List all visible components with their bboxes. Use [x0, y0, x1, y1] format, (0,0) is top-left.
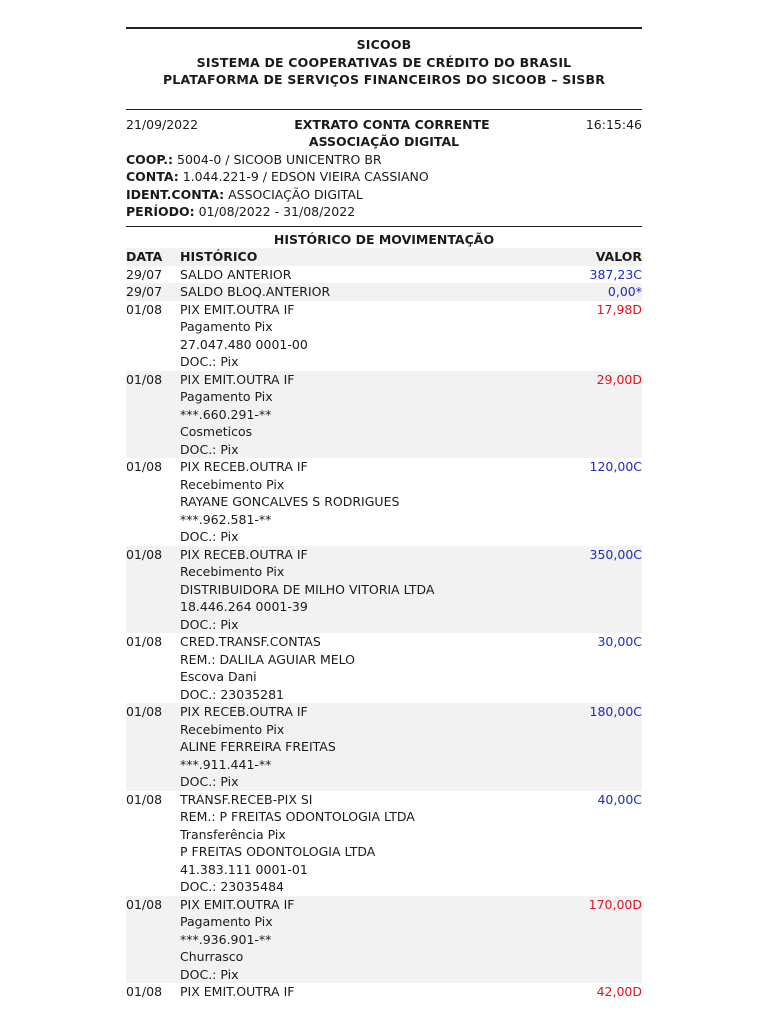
tx-detail-line: 18.446.264 0001-39 [180, 599, 308, 614]
bank-header [126, 29, 642, 95]
tx-value: 17,98D [596, 301, 642, 317]
tx-date: 01/08 [126, 459, 163, 474]
tx-value: 29,00D [562, 371, 642, 459]
tx-value: 42,00D [596, 984, 642, 999]
tx-detail-line: DOC.: Pix [180, 616, 239, 632]
tx-detail-line: REM.: P FREITAS ODONTOLOGIA LTDA [180, 809, 415, 824]
tx-detail-line: DOC.: Pix [180, 774, 239, 789]
tx-detail-line: Recebimento Pix [180, 476, 285, 492]
table-row [126, 371, 642, 459]
bank-name: SICOOB [356, 37, 412, 52]
tx-date: 01/08 [126, 703, 180, 791]
col-value-header: VALOR [562, 248, 642, 266]
tx-value: 180,00C [562, 703, 642, 791]
tx-date: 29/07 [126, 266, 163, 282]
tx-detail-line: ***.911.441-** [180, 756, 272, 772]
tx-detail-line: P FREITAS ODONTOLOGIA LTDA [180, 844, 376, 859]
table-row [126, 791, 642, 896]
tx-type: PIX EMIT.OUTRA IF [180, 896, 295, 912]
col-date-header: DATA [126, 248, 180, 266]
statement-info [126, 109, 642, 221]
tx-detail-line: Cosmeticos [180, 424, 253, 439]
tx-description [180, 791, 562, 896]
conta-row [126, 168, 642, 186]
tx-type: SALDO BLOQ.ANTERIOR [180, 284, 331, 299]
tx-type: SALDO ANTERIOR [180, 266, 292, 282]
ident-value: ASSOCIAÇÃO DIGITAL [228, 186, 363, 202]
tx-description [180, 703, 562, 791]
statement-title: EXTRATO CONTA CORRENTE [294, 116, 490, 132]
tx-detail-line: DOC.: 23035281 [180, 686, 284, 702]
tx-detail-line: 27.047.480 0001-00 [180, 336, 308, 352]
tx-type: TRANSF.RECEB-PIX SI [180, 791, 313, 807]
tx-detail-line: Recebimento Pix [180, 721, 285, 737]
tx-date: 01/08 [126, 896, 180, 984]
tx-detail-line: Churrasco [180, 949, 244, 964]
tx-description [180, 458, 562, 546]
transactions-table [126, 248, 642, 1001]
tx-value: 170,00D [562, 896, 642, 984]
tx-value: 120,00C [589, 459, 642, 474]
table-row [126, 301, 642, 371]
tx-type: PIX EMIT.OUTRA IF [180, 984, 295, 999]
tx-detail-line: DOC.: Pix [180, 441, 239, 457]
tx-value: 30,00C [597, 634, 642, 649]
statement-date: 21/09/2022 [126, 116, 199, 132]
tx-detail-line: REM.: DALILA AGUIAR MELO [180, 651, 356, 667]
tx-detail-line: DOC.: 23035484 [180, 879, 284, 894]
tx-detail-line: DOC.: Pix [180, 529, 239, 544]
tx-value: 350,00C [562, 546, 642, 634]
tx-detail-line: Pagamento Pix [180, 319, 273, 334]
tx-date: 01/08 [126, 301, 163, 317]
tx-detail-line: Pagamento Pix [180, 389, 273, 404]
tx-detail-line: Pagamento Pix [180, 914, 273, 929]
tx-description [180, 266, 562, 284]
periodo-label: PERÍODO: [126, 204, 195, 219]
tx-description [180, 633, 562, 703]
tx-date: 01/08 [126, 546, 180, 634]
table-row [126, 266, 642, 284]
tx-type: PIX RECEB.OUTRA IF [180, 459, 308, 474]
tx-date: 01/08 [126, 791, 163, 807]
ident-label: IDENT.CONTA: [126, 186, 225, 202]
table-row [126, 896, 642, 984]
tx-detail-line: Recebimento Pix [180, 564, 285, 579]
platform-name: PLATAFORMA DE SERVIÇOS FINANCEIROS DO SICOOB – SISBR [162, 72, 606, 87]
statement-time: 16:15:46 [585, 116, 642, 132]
tx-date: 01/08 [126, 984, 163, 999]
table-row [126, 546, 642, 634]
tx-description [180, 896, 562, 984]
table-row [126, 703, 642, 791]
history-section [126, 226, 642, 1001]
tx-value: 387,23C [589, 266, 642, 282]
tx-description [180, 546, 562, 634]
tx-value: 40,00C [597, 791, 642, 807]
tx-description [180, 283, 562, 301]
tx-date: 29/07 [126, 283, 180, 301]
periodo-value: 01/08/2022 - 31/08/2022 [198, 204, 356, 219]
tx-detail-line: RAYANE GONCALVES S RODRIGUES [180, 494, 400, 509]
conta-value: 1.044.221-9 / EDSON VIEIRA CASSIANO [182, 169, 429, 184]
tx-description [180, 983, 562, 1001]
ident-row [126, 186, 642, 204]
tx-detail-line: ***.936.901-** [180, 931, 272, 947]
tx-description [180, 371, 562, 459]
coop-value: 5004-0 / SICOOB UNICENTRO BR [177, 151, 382, 167]
tx-description [180, 301, 562, 371]
tx-type: PIX RECEB.OUTRA IF [180, 704, 308, 719]
table-row [126, 458, 642, 546]
statement-subtitle: ASSOCIAÇÃO DIGITAL [308, 134, 460, 149]
tx-detail-line: DOC.: Pix [180, 966, 239, 982]
info-title-row [126, 116, 642, 134]
tx-value: 0,00* [562, 283, 642, 301]
statement-page [126, 27, 642, 1001]
table-row [126, 633, 642, 703]
coop-row [126, 151, 642, 169]
tx-type: CRED.TRANSF.CONTAS [180, 634, 321, 649]
tx-detail-line: ***.962.581-** [180, 511, 272, 527]
transactions-body [126, 266, 642, 1001]
tx-detail-line: ***.660.291-** [180, 406, 272, 422]
table-row [126, 983, 642, 1001]
coop-label: COOP.: [126, 151, 174, 167]
tx-detail-line: ALINE FERREIRA FREITAS [180, 739, 336, 754]
tx-date: 01/08 [126, 371, 180, 459]
tx-type: PIX EMIT.OUTRA IF [180, 371, 295, 387]
periodo-row [126, 203, 642, 221]
tx-detail-line: Transferência Pix [180, 826, 286, 842]
tx-detail-line: DOC.: Pix [180, 354, 239, 369]
tx-type: PIX EMIT.OUTRA IF [180, 301, 295, 317]
table-header-row [126, 248, 642, 266]
conta-label: CONTA: [126, 169, 179, 184]
bank-system-name: SISTEMA DE COOPERATIVAS DE CRÉDITO DO BRASIL [196, 54, 572, 70]
table-row [126, 283, 642, 301]
tx-detail-line: Escova Dani [180, 669, 257, 684]
history-title: HISTÓRICO DE MOVIMENTAÇÃO [273, 231, 495, 247]
tx-detail-line: 41.383.111 0001-01 [180, 861, 308, 877]
tx-date: 01/08 [126, 634, 163, 649]
col-history-header: HISTÓRICO [180, 248, 562, 266]
tx-detail-line: DISTRIBUIDORA DE MILHO VITORIA LTDA [180, 581, 435, 597]
tx-type: PIX RECEB.OUTRA IF [180, 546, 308, 562]
